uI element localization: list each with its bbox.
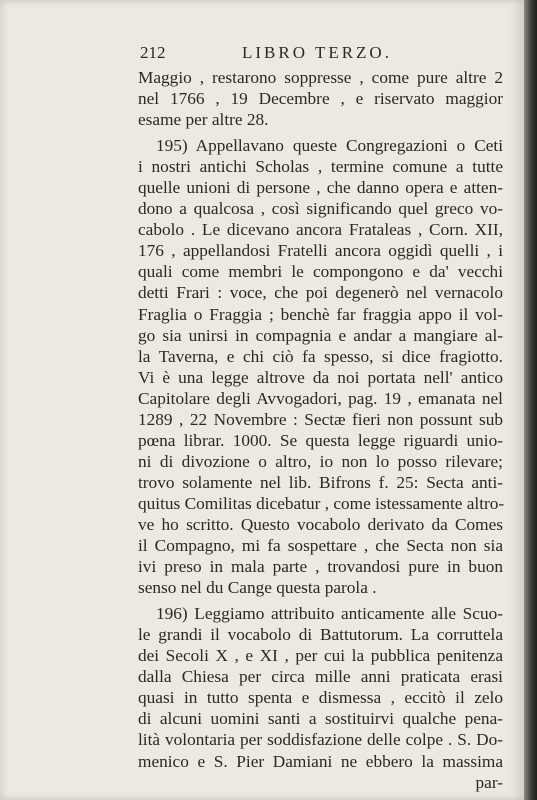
text-line: Vi è una legge altrove da noi portata nell' antico <box>138 367 503 387</box>
text-line: 176 , appellandosi Fratelli ancora oggidì quelli , i <box>138 241 503 261</box>
text-line: il Compagno, mi fa sospettare , che Secta non sia <box>138 536 503 556</box>
text-line: Fraglia o Fraggia ; benchè far fraggia appo il vol- <box>138 304 503 324</box>
text-line: le grandi il vocabolo di Battutorum. La corruttela <box>138 625 503 645</box>
text-line: pœna librar. 1000. Se questa legge riguardi unio- <box>138 430 503 450</box>
text-line: ni di divozione o altro, io non lo posso rilevare; <box>138 451 503 471</box>
text-line: quasi in tutto spenta e dismessa , eccitò il zelo <box>138 688 503 708</box>
text-line: i nostri antichi Scholas , termine comune a tutte <box>138 157 503 177</box>
text-line: go sia unirsi in compagnia e andar a mangiare al- <box>138 325 503 345</box>
page-edge-shadow <box>524 0 537 800</box>
text-line: senso nel du Cange questa parola . <box>138 578 377 598</box>
text-line: esame per altre 28. <box>138 110 269 130</box>
text-line: trovo solamente nel lib. Bifrons f. 25: Secta anti- <box>138 472 503 492</box>
text-line: dei Secoli X , e XI , per cui la pubblica penitenza <box>138 646 503 666</box>
text-line: detti Frari : voce, che poi degenerò nel vernacolo <box>138 283 503 303</box>
text-line: la Taverna, e chi ciò fa spesso, si dice fragiotto. <box>138 346 503 366</box>
body-text <box>138 67 503 793</box>
text-line: dalla Chiesa per circa mille anni praticata erasi <box>138 667 503 687</box>
text-line: cabolo . Le dicevano ancora Frataleas , Corn. XII, <box>138 220 503 240</box>
text-line: lità volontaria per soddisfazione delle colpe . S. Do- <box>138 730 503 750</box>
text-line: quelle unioni di persone , che danno opera e atten- <box>138 178 503 198</box>
text-line: ivi preso in mala parte , trovandosi pure in buon <box>138 557 503 577</box>
text-line: 1289 , 22 Novembre : Sectæ fieri non possunt sub <box>138 409 503 429</box>
text-line: quitus Comilitas dicebatur , come istessamente altro- <box>138 493 505 513</box>
page-number: 212 <box>140 43 166 62</box>
text-line: di alcuni uomini santi a sostituirvi qualche pena- <box>138 709 503 729</box>
text-line: 196) Leggiamo attribuito anticamente alle Scuo- <box>156 604 503 624</box>
text-line: par- <box>475 772 503 792</box>
text-line: Capitolare degli Avvogadori, pag. 19 , emanata nel <box>138 388 503 408</box>
text-line: Maggio , restarono soppresse , come pure altre 2 <box>138 68 503 87</box>
text-line: ve ho scritto. Questo vocabolo derivato da Comes <box>138 514 503 534</box>
text-line: nel 1766 , 19 Decembre , e riservato maggior <box>138 89 503 109</box>
text-line: menico e S. Pier Damiani ne ebbero la massima <box>138 751 503 771</box>
text-line: quali come membri le compongono e da' vecchi <box>138 262 503 282</box>
text-line: dono a qualcosa , così significando quel greco vo- <box>138 199 503 219</box>
running-title: LIBRO TERZO. <box>242 43 392 62</box>
text-line: 195) Appellavano queste Congregazioni o Ceti <box>156 136 503 156</box>
